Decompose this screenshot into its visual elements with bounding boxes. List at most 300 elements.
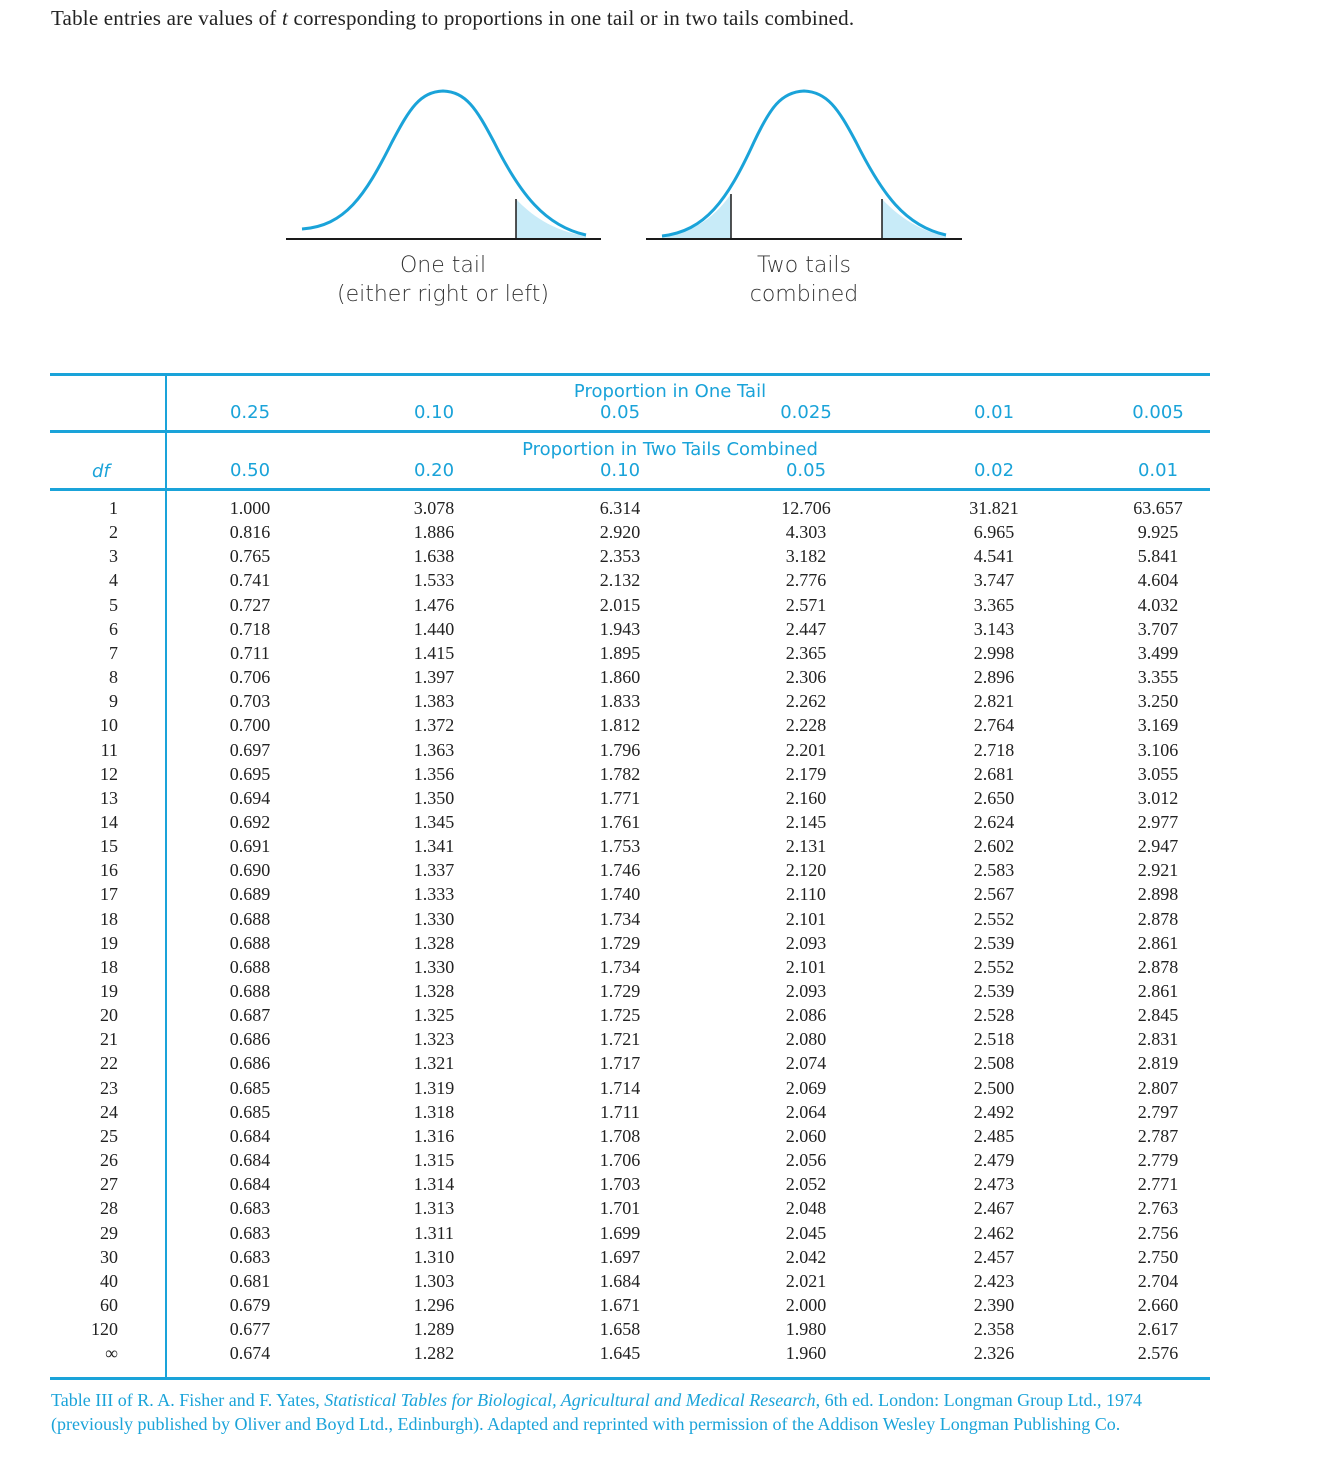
t-value-cell: 0.683 xyxy=(229,1246,271,1267)
t-value-cell: 1.341 xyxy=(413,836,455,857)
df-cell: 22 xyxy=(100,1053,118,1074)
t-value-cell: 2.080 xyxy=(785,1029,827,1050)
two-tail-header-value-1: 0.20 xyxy=(413,460,455,481)
t-value-cell: 1.333 xyxy=(413,884,455,905)
t-value-cell: 2.567 xyxy=(973,884,1015,905)
df-cell: 23 xyxy=(100,1077,118,1098)
table-row xyxy=(0,667,1331,691)
t-value-cell: 1.314 xyxy=(413,1174,455,1195)
t-value-cell: 1.330 xyxy=(413,908,455,929)
t-value-cell: 4.303 xyxy=(785,522,827,543)
t-value-cell: 0.684 xyxy=(229,1125,271,1146)
t-value-cell: 2.704 xyxy=(1137,1270,1179,1291)
t-value-cell: 0.697 xyxy=(229,739,271,760)
t-value-cell: 2.750 xyxy=(1137,1246,1179,1267)
t-value-cell: 1.706 xyxy=(599,1150,641,1171)
t-value-cell: 0.711 xyxy=(230,642,270,663)
t-value-cell: 2.042 xyxy=(785,1246,827,1267)
one-tail-header-title: Proportion in One Tail xyxy=(573,381,767,402)
t-value-cell: 1.717 xyxy=(599,1053,641,1074)
t-value-cell: 2.650 xyxy=(973,787,1015,808)
t-value-cell: 0.689 xyxy=(229,884,271,905)
t-value-cell: 0.686 xyxy=(229,1029,271,1050)
df-cell: 25 xyxy=(100,1125,118,1146)
t-value-cell: 1.311 xyxy=(414,1222,454,1243)
t-value-cell: 1.746 xyxy=(599,860,641,881)
t-value-cell: 1.729 xyxy=(599,981,641,1001)
t-value-cell: 2.576 xyxy=(1137,1343,1179,1364)
table-header-rule xyxy=(50,488,1210,491)
t-value-cell: 2.479 xyxy=(973,1150,1015,1171)
t-value-cell: 0.684 xyxy=(229,1150,271,1171)
t-value-cell: 2.052 xyxy=(785,1174,827,1195)
table-row xyxy=(0,1005,1331,1029)
table-row xyxy=(0,1223,1331,1247)
df-cell: 40 xyxy=(100,1270,118,1291)
t-value-cell: 2.861 xyxy=(1137,932,1179,953)
t-value-cell: 2.500 xyxy=(973,1077,1015,1098)
t-value-cell: 1.725 xyxy=(599,1005,641,1026)
two-tail-header-value-3: 0.05 xyxy=(785,460,827,481)
t-value-cell: 1.638 xyxy=(413,546,455,567)
t-value-cell: 2.617 xyxy=(1137,1319,1179,1340)
table-row xyxy=(0,1078,1331,1102)
table-row xyxy=(0,884,1331,908)
df-cell: 18 xyxy=(100,908,118,929)
t-value-cell: 2.764 xyxy=(973,715,1015,736)
df-cell: 14 xyxy=(100,811,118,832)
intro-before: Table entries are values of xyxy=(51,6,282,30)
t-value-cell: 0.686 xyxy=(229,1053,271,1074)
t-value-cell: 1.796 xyxy=(599,739,641,760)
one-tail-header-value-0: 0.25 xyxy=(229,402,271,423)
t-value-cell: 1.350 xyxy=(413,787,455,808)
t-value-cell: 1.440 xyxy=(413,618,455,639)
t-value-cell: 0.677 xyxy=(229,1319,271,1340)
t-value-cell: 1.753 xyxy=(599,836,641,857)
t-value-cell: 3.143 xyxy=(973,618,1015,639)
t-value-cell: 1.658 xyxy=(599,1319,641,1340)
t-value-cell: 2.462 xyxy=(973,1222,1015,1243)
table-mid-rule xyxy=(50,430,1210,433)
t-value-cell: 1.701 xyxy=(599,1198,641,1219)
t-value-cell: 2.048 xyxy=(785,1198,827,1219)
t-value-cell: 2.101 xyxy=(785,956,827,977)
t-value-cell: 0.688 xyxy=(229,981,271,1001)
t-value-cell: 4.541 xyxy=(973,546,1015,567)
df-cell: 24 xyxy=(100,1101,118,1122)
t-value-cell: 1.960 xyxy=(785,1343,827,1364)
df-cell: 2 xyxy=(109,522,118,543)
t-value-cell: 1.711 xyxy=(600,1101,640,1122)
one-tail-header-value-5: 0.005 xyxy=(1132,402,1184,423)
t-value-cell: 0.684 xyxy=(229,1174,271,1195)
table-row xyxy=(0,957,1331,981)
t-value-cell: 2.056 xyxy=(785,1150,827,1171)
table-row xyxy=(0,909,1331,933)
table-row xyxy=(0,1102,1331,1126)
table-row xyxy=(0,522,1331,546)
t-value-cell: 1.000 xyxy=(229,498,271,518)
t-value-cell: 2.821 xyxy=(973,691,1015,712)
table-bottom-rule xyxy=(50,1377,1210,1380)
table-row xyxy=(0,740,1331,764)
df-cell: ∞ xyxy=(105,1343,118,1364)
t-value-cell: 2.160 xyxy=(785,787,827,808)
t-value-cell: 2.763 xyxy=(1137,1198,1179,1219)
t-value-cell: 1.833 xyxy=(599,691,641,712)
t-value-cell: 2.878 xyxy=(1137,908,1179,929)
t-value-cell: 1.282 xyxy=(413,1343,455,1364)
t-value-cell: 2.110 xyxy=(786,884,826,905)
t-value-cell: 1.761 xyxy=(599,811,641,832)
t-value-cell: 2.624 xyxy=(973,811,1015,832)
df-cell: 60 xyxy=(100,1294,118,1315)
t-value-cell: 0.690 xyxy=(229,860,271,881)
t-value-cell: 1.337 xyxy=(413,860,455,881)
t-value-cell: 2.306 xyxy=(785,667,827,688)
two-tail-header-value-5: 0.01 xyxy=(1137,460,1179,481)
t-value-cell: 3.707 xyxy=(1137,618,1179,639)
df-cell: 4 xyxy=(109,570,118,591)
table-row xyxy=(0,933,1331,957)
t-value-cell: 1.303 xyxy=(413,1270,455,1291)
table-row xyxy=(0,1198,1331,1222)
table-row xyxy=(0,1150,1331,1174)
two-tail-header-title: Proportion in Two Tails Combined xyxy=(522,439,818,460)
t-value-cell: 3.012 xyxy=(1137,787,1179,808)
t-value-cell: 2.132 xyxy=(599,570,641,591)
t-value-cell: 2.977 xyxy=(1137,811,1179,832)
t-value-cell: 2.681 xyxy=(973,763,1015,784)
table-row xyxy=(0,1319,1331,1343)
t-value-cell: 2.528 xyxy=(973,1005,1015,1026)
df-cell: 19 xyxy=(100,932,118,953)
t-value-cell: 1.943 xyxy=(599,618,641,639)
table-row xyxy=(0,764,1331,788)
t-value-cell: 1.533 xyxy=(413,570,455,591)
t-value-cell: 2.358 xyxy=(973,1319,1015,1340)
t-value-cell: 2.539 xyxy=(973,932,1015,953)
two-tail-label-line1: Two tails xyxy=(756,253,852,278)
t-value-cell: 1.860 xyxy=(599,667,641,688)
t-value-cell: 1.330 xyxy=(413,956,455,977)
t-value-cell: 1.318 xyxy=(413,1101,455,1122)
t-value-cell: 1.782 xyxy=(599,763,641,784)
t-value-cell: 2.861 xyxy=(1137,981,1179,1001)
one-tail-label-line1: One tail xyxy=(399,253,487,278)
t-value-cell: 1.289 xyxy=(413,1319,455,1340)
t-value-cell: 1.729 xyxy=(599,932,641,953)
df-cell: 17 xyxy=(100,884,118,905)
table-row xyxy=(0,619,1331,643)
t-value-cell: 1.345 xyxy=(413,811,455,832)
t-value-cell: 1.703 xyxy=(599,1174,641,1195)
t-value-cell: 1.645 xyxy=(599,1343,641,1364)
t-value-cell: 1.356 xyxy=(413,763,455,784)
footnote-part1: Table III of R. A. Fisher and F. Yates, xyxy=(51,1390,325,1410)
t-value-cell: 1.980 xyxy=(785,1319,827,1340)
df-cell: 13 xyxy=(100,787,118,808)
t-value-cell: 2.492 xyxy=(973,1101,1015,1122)
t-value-cell: 2.423 xyxy=(973,1270,1015,1291)
t-value-cell: 3.078 xyxy=(413,498,455,518)
t-value-cell: 3.355 xyxy=(1137,667,1179,688)
df-cell: 12 xyxy=(100,763,118,784)
df-cell: 6 xyxy=(109,618,118,639)
df-cell: 30 xyxy=(100,1246,118,1267)
df-cell: 8 xyxy=(109,667,118,688)
t-value-cell: 1.684 xyxy=(599,1270,641,1291)
t-value-cell: 0.683 xyxy=(229,1198,271,1219)
t-value-cell: 0.679 xyxy=(229,1294,271,1315)
df-cell: 29 xyxy=(100,1222,118,1243)
t-value-cell: 2.756 xyxy=(1137,1222,1179,1243)
t-value-cell: 2.787 xyxy=(1137,1125,1179,1146)
df-cell: 10 xyxy=(100,715,118,736)
t-value-cell: 2.131 xyxy=(785,836,827,857)
t-value-cell: 0.683 xyxy=(229,1222,271,1243)
t-value-cell: 1.699 xyxy=(599,1222,641,1243)
one-tail-label-line2: (either right or left) xyxy=(336,282,549,307)
t-value-cell: 1.895 xyxy=(599,642,641,663)
t-value-cell: 0.765 xyxy=(229,546,271,567)
t-value-cell: 31.821 xyxy=(969,498,1019,518)
table-row xyxy=(0,836,1331,860)
table-row xyxy=(0,498,1331,522)
table-row xyxy=(0,812,1331,836)
t-value-cell: 1.319 xyxy=(413,1077,455,1098)
one-tail-header-value-3: 0.025 xyxy=(780,402,832,423)
t-value-cell: 2.353 xyxy=(599,546,641,567)
df-column-header: df xyxy=(92,461,110,482)
t-value-cell: 2.467 xyxy=(973,1198,1015,1219)
t-value-cell: 0.688 xyxy=(229,956,271,977)
t-value-cell: 1.734 xyxy=(599,908,641,929)
t-value-cell: 2.120 xyxy=(785,860,827,881)
t-value-cell: 2.045 xyxy=(785,1222,827,1243)
table-top-rule xyxy=(50,373,1210,376)
t-value-cell: 2.807 xyxy=(1137,1077,1179,1098)
one-tail-header-value-4: 0.01 xyxy=(973,402,1015,423)
t-value-cell: 1.296 xyxy=(413,1294,455,1315)
t-value-cell: 3.250 xyxy=(1137,691,1179,712)
t-value-cell: 1.740 xyxy=(599,884,641,905)
df-cell: 28 xyxy=(100,1198,118,1219)
t-value-cell: 1.671 xyxy=(599,1294,641,1315)
table-row xyxy=(0,1053,1331,1077)
t-value-cell: 2.845 xyxy=(1137,1005,1179,1026)
two-tail-header-value-2: 0.10 xyxy=(599,460,641,481)
df-cell: 7 xyxy=(109,642,118,663)
two-tail-label xyxy=(654,251,954,309)
t-value-cell: 1.310 xyxy=(413,1246,455,1267)
t-value-cell: 0.816 xyxy=(229,522,271,543)
t-value-cell: 1.328 xyxy=(413,981,455,1001)
t-value-cell: 2.776 xyxy=(785,570,827,591)
table-row xyxy=(0,1029,1331,1053)
t-value-cell: 2.015 xyxy=(599,594,641,615)
t-value-cell: 2.660 xyxy=(1137,1294,1179,1315)
table-row xyxy=(0,788,1331,812)
t-value-cell: 0.706 xyxy=(229,667,271,688)
t-value-cell: 2.718 xyxy=(973,739,1015,760)
t-value-cell: 0.685 xyxy=(229,1101,271,1122)
t-value-cell: 2.101 xyxy=(785,908,827,929)
df-cell: 26 xyxy=(100,1150,118,1171)
df-cell: 18 xyxy=(100,956,118,977)
t-value-cell: 1.415 xyxy=(413,642,455,663)
df-cell: 11 xyxy=(100,739,118,760)
t-value-cell: 3.169 xyxy=(1137,715,1179,736)
t-value-cell: 2.145 xyxy=(785,811,827,832)
t-value-cell: 2.365 xyxy=(785,642,827,663)
table-row xyxy=(0,1271,1331,1295)
table-row xyxy=(0,1126,1331,1150)
t-value-cell: 2.201 xyxy=(785,739,827,760)
t-value-cell: 0.718 xyxy=(229,618,271,639)
t-value-cell: 6.965 xyxy=(973,522,1015,543)
t-value-cell: 2.947 xyxy=(1137,836,1179,857)
two-tail-label-line2: combined xyxy=(749,282,859,307)
df-cell: 1 xyxy=(109,498,118,518)
t-value-cell: 2.457 xyxy=(973,1246,1015,1267)
table-row xyxy=(0,1174,1331,1198)
t-value-cell: 1.476 xyxy=(413,594,455,615)
t-value-cell: 1.714 xyxy=(599,1077,641,1098)
one-tail-header-value-1: 0.10 xyxy=(413,402,455,423)
t-value-cell: 2.583 xyxy=(973,860,1015,881)
two-tail-header-value-0: 0.50 xyxy=(229,460,271,481)
t-value-cell: 2.262 xyxy=(785,691,827,712)
t-value-cell: 1.315 xyxy=(413,1150,455,1171)
t-value-cell: 0.727 xyxy=(229,594,271,615)
t-value-cell: 2.797 xyxy=(1137,1101,1179,1122)
footnote-part2: , 6th ed. London: Longman Group Ltd., 1974 (previously published by Oliver and Boyd Ltd., Edinburgh). Adapted and reprinted with permission of the Addison Wesley Longman Publishing Co. xyxy=(51,1390,1143,1434)
t-value-cell: 2.447 xyxy=(785,618,827,639)
intro-variable: t xyxy=(281,6,288,30)
t-value-cell: 0.741 xyxy=(229,570,271,591)
t-value-cell: 0.692 xyxy=(229,811,271,832)
source-footnote xyxy=(51,1388,1221,1436)
t-value-cell: 2.831 xyxy=(1137,1029,1179,1050)
df-cell: 27 xyxy=(100,1174,118,1195)
t-value-cell: 2.771 xyxy=(1137,1174,1179,1195)
t-value-cell: 2.074 xyxy=(785,1053,827,1074)
t-value-cell: 0.695 xyxy=(229,763,271,784)
t-value-cell: 0.700 xyxy=(229,715,271,736)
t-value-cell: 0.681 xyxy=(229,1270,271,1291)
t-value-cell: 3.499 xyxy=(1137,642,1179,663)
t-value-cell: 0.685 xyxy=(229,1077,271,1098)
t-value-cell: 3.365 xyxy=(973,594,1015,615)
table-row xyxy=(0,715,1331,739)
two-tail-header-value-4: 0.02 xyxy=(973,460,1015,481)
table-row xyxy=(0,981,1331,1005)
t-value-cell: 2.021 xyxy=(785,1270,827,1291)
one-tail-label xyxy=(293,251,593,309)
t-value-cell: 1.321 xyxy=(413,1053,455,1074)
t-value-cell: 1.708 xyxy=(599,1125,641,1146)
t-value-cell: 0.694 xyxy=(229,787,271,808)
t-value-cell: 2.779 xyxy=(1137,1150,1179,1171)
t-value-cell: 1.313 xyxy=(413,1198,455,1219)
t-value-cell: 2.326 xyxy=(973,1343,1015,1364)
t-value-cell: 0.688 xyxy=(229,932,271,953)
t-value-cell: 2.228 xyxy=(785,715,827,736)
t-value-cell: 2.552 xyxy=(973,956,1015,977)
t-value-cell: 2.069 xyxy=(785,1077,827,1098)
one-tail-header-value-2: 0.05 xyxy=(599,402,641,423)
t-value-cell: 2.920 xyxy=(599,522,641,543)
table-row xyxy=(0,691,1331,715)
t-value-cell: 9.925 xyxy=(1137,522,1179,543)
table-row xyxy=(0,595,1331,619)
df-cell: 20 xyxy=(100,1005,118,1026)
table-row xyxy=(0,1343,1331,1367)
t-value-cell: 1.383 xyxy=(413,691,455,712)
t-value-cell: 5.841 xyxy=(1137,546,1179,567)
two-tail-curve xyxy=(662,91,946,236)
t-value-cell: 2.896 xyxy=(973,667,1015,688)
t-value-cell: 1.325 xyxy=(413,1005,455,1026)
t-value-cell: 0.687 xyxy=(229,1005,271,1026)
t-value-cell: 0.674 xyxy=(229,1343,271,1364)
df-cell: 19 xyxy=(100,981,118,1001)
t-value-cell: 0.703 xyxy=(229,691,271,712)
table-row xyxy=(0,546,1331,570)
t-value-cell: 2.485 xyxy=(973,1125,1015,1146)
t-value-cell: 2.086 xyxy=(785,1005,827,1026)
t-value-cell: 1.363 xyxy=(413,739,455,760)
df-cell: 120 xyxy=(91,1319,118,1340)
one-tail-curve xyxy=(302,91,586,235)
df-cell: 3 xyxy=(109,546,118,567)
t-value-cell: 2.878 xyxy=(1137,956,1179,977)
table-row xyxy=(0,860,1331,884)
t-value-cell: 1.397 xyxy=(413,667,455,688)
t-value-cell: 0.688 xyxy=(229,908,271,929)
t-value-cell: 2.093 xyxy=(785,932,827,953)
t-value-cell: 1.812 xyxy=(599,715,641,736)
t-value-cell: 3.747 xyxy=(973,570,1015,591)
table-row xyxy=(0,1295,1331,1319)
t-value-cell: 1.771 xyxy=(599,787,641,808)
t-value-cell: 4.604 xyxy=(1137,570,1179,591)
t-value-cell: 6.314 xyxy=(599,498,641,518)
df-cell: 5 xyxy=(109,594,118,615)
t-value-cell: 1.372 xyxy=(413,715,455,736)
intro-after: corresponding to proportions in one tail or in two tails combined. xyxy=(288,6,855,30)
t-value-cell: 2.518 xyxy=(973,1029,1015,1050)
t-value-cell: 2.000 xyxy=(785,1294,827,1315)
distribution-curves xyxy=(0,0,1331,250)
table-row xyxy=(0,643,1331,667)
t-value-cell: 2.921 xyxy=(1137,860,1179,881)
df-cell: 16 xyxy=(100,860,118,881)
t-value-cell: 2.064 xyxy=(785,1101,827,1122)
t-value-cell: 1.697 xyxy=(599,1246,641,1267)
t-value-cell: 2.998 xyxy=(973,642,1015,663)
t-value-cell: 3.182 xyxy=(785,546,827,567)
t-value-cell: 4.032 xyxy=(1137,594,1179,615)
t-value-cell: 2.093 xyxy=(785,981,827,1001)
t-value-cell: 2.898 xyxy=(1137,884,1179,905)
t-value-cell: 2.390 xyxy=(973,1294,1015,1315)
t-value-cell: 2.179 xyxy=(785,763,827,784)
t-value-cell: 2.473 xyxy=(973,1174,1015,1195)
t-value-cell: 1.886 xyxy=(413,522,455,543)
